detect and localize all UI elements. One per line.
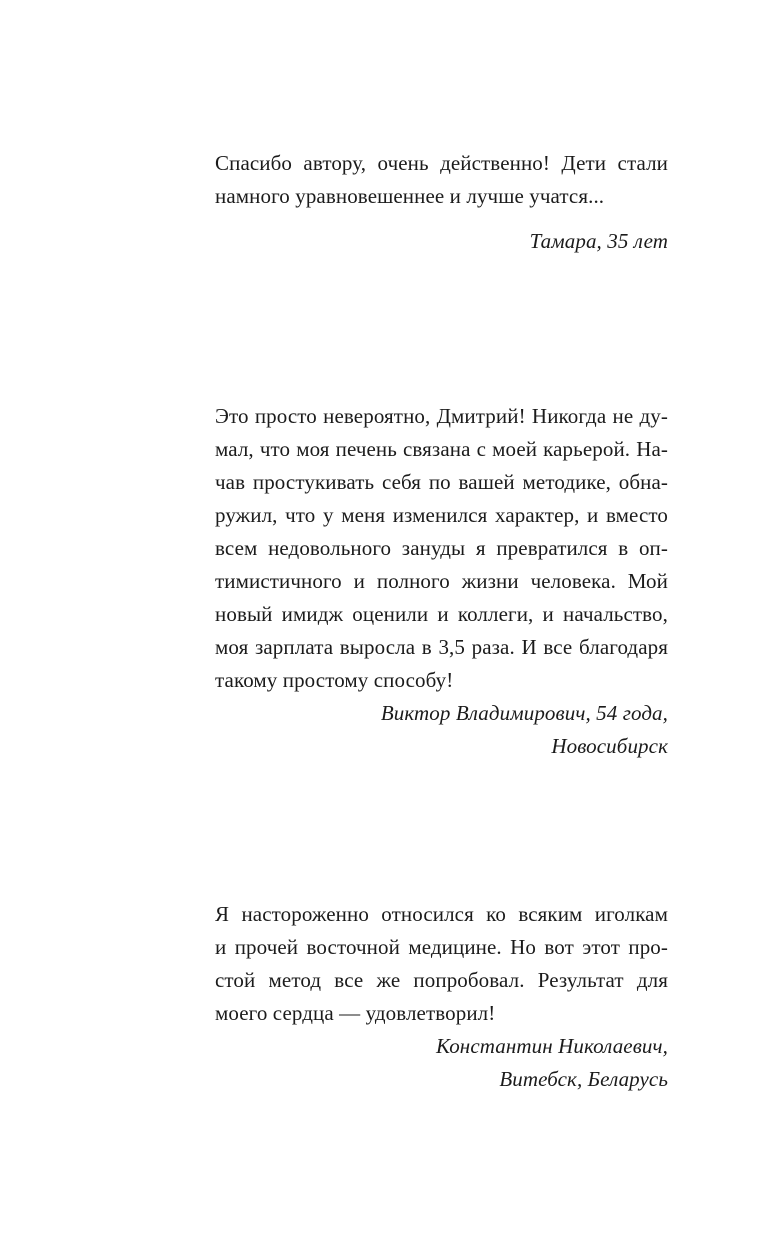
signature-line: Тамара, 35 лет bbox=[529, 229, 668, 253]
text-line: Спасибо автору, очень действенно! Дети стали bbox=[215, 151, 668, 175]
text-line: мал, что моя печень связана с моей карьерой. На- bbox=[215, 437, 668, 461]
signature-line: Виктор Владимирович, 54 года, bbox=[380, 701, 668, 725]
text-line: новый имидж оценили и коллеги, и начальство, bbox=[215, 602, 668, 626]
text-line: моего сердца — удовлетворил! bbox=[215, 1001, 496, 1025]
testimonial-signature bbox=[215, 225, 668, 258]
text-line: Я настороженно относился ко всяким иголкам bbox=[215, 902, 668, 926]
signature-line: Новосибирск bbox=[551, 734, 668, 758]
text-line: тимистичного и полного жизни человека. Мой bbox=[215, 569, 668, 593]
text-line: ружил, что у меня изменился характер, и вместо bbox=[215, 503, 668, 527]
testimonial-text bbox=[215, 898, 668, 1030]
text-line: такому простому способу! bbox=[215, 668, 454, 692]
signature-line: Витебск, Беларусь bbox=[499, 1067, 668, 1091]
testimonial-signature bbox=[215, 1030, 668, 1096]
text-line: Это просто невероятно, Дмитрий! Никогда не ду- bbox=[215, 404, 668, 428]
signature-line: Константин Николаевич, bbox=[435, 1034, 668, 1058]
testimonial-block-2 bbox=[215, 400, 668, 763]
text-line: всем недовольного зануды я превратился в оп- bbox=[215, 536, 668, 560]
testimonial-text bbox=[215, 400, 668, 697]
text-line: и прочей восточной медицине. Но вот этот про- bbox=[215, 935, 668, 959]
text-line: моя зарплата выросла в 3,5 раза. И все благодаря bbox=[215, 635, 668, 659]
testimonial-block-3 bbox=[215, 898, 668, 1096]
testimonials-page-content bbox=[215, 0, 668, 1096]
text-line: чав простукивать себя по вашей методике, обна- bbox=[215, 470, 668, 494]
text-line: стой метод все же попробовал. Результат для bbox=[215, 968, 668, 992]
text-line: намного уравновешеннее и лучше учатся... bbox=[215, 184, 605, 208]
testimonial-signature bbox=[215, 697, 668, 763]
testimonial-block-1 bbox=[215, 147, 668, 258]
testimonial-text bbox=[215, 147, 668, 213]
